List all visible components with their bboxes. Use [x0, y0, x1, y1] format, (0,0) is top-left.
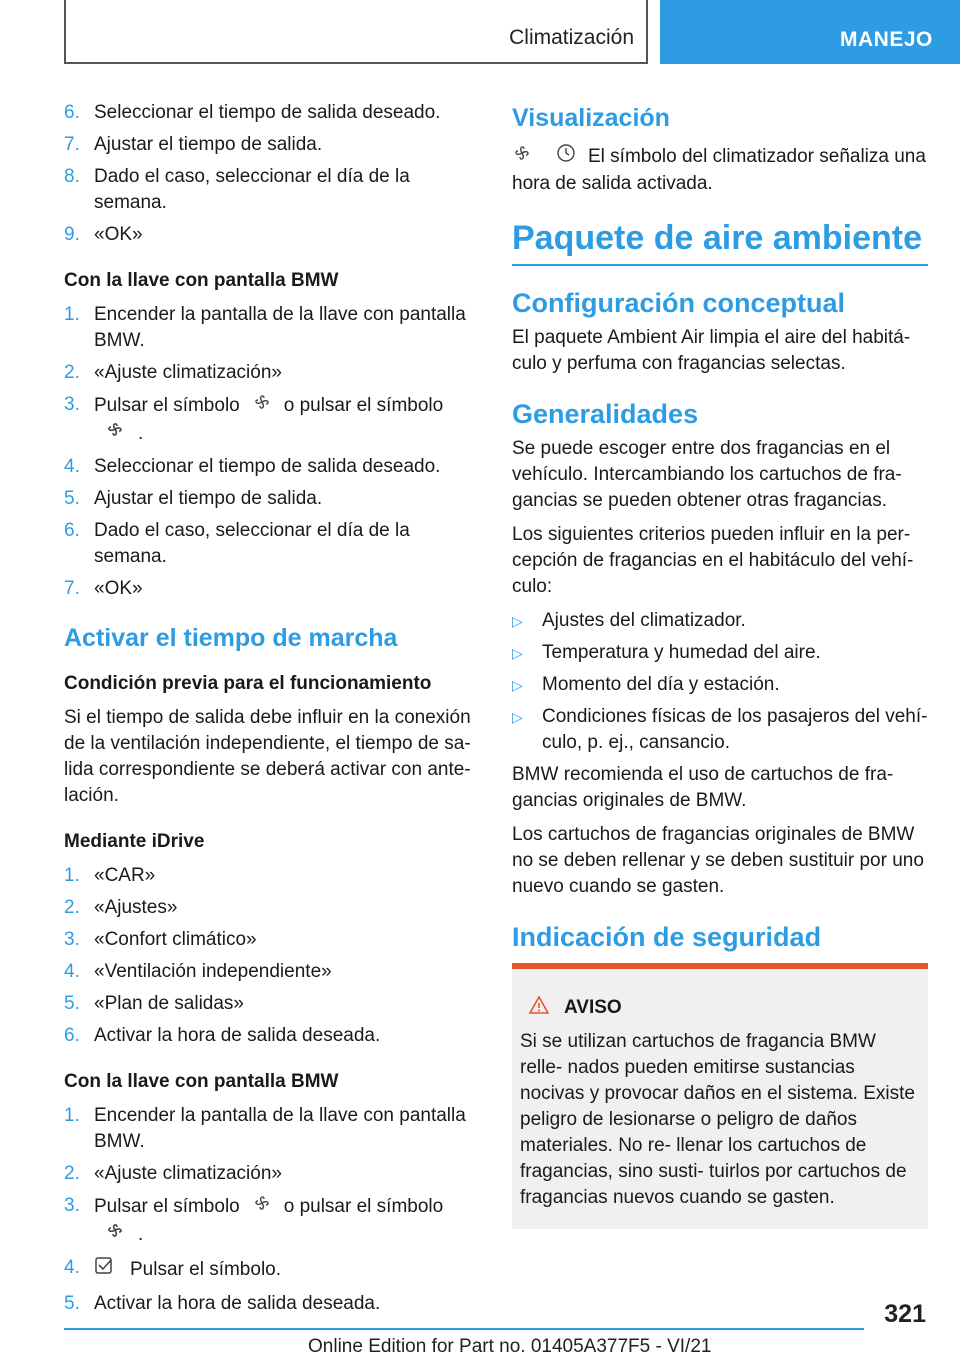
triangle-bullet-icon: ▷ [512, 613, 523, 629]
list-item: 4. Pulsar el símbolo. [64, 1255, 480, 1285]
list-item: 1. Encender la pantalla de la llave con pantalla BMW. [64, 304, 466, 351]
list-item: 8. Dado el caso, seleccionar el día de la semana. [64, 166, 410, 213]
section-heading: Activar el tiempo de marcha [64, 624, 398, 652]
key-display-heading: Con la llave con pantalla BMW [64, 1071, 339, 1092]
concept-text: El paquete Ambient Air limpia el aire del habitá‐ culo y perfuma con fragancias selectas. [512, 327, 911, 374]
header-frame [64, 0, 648, 64]
general-heading: Generalidades [512, 399, 699, 429]
warning-box [512, 963, 928, 1229]
list-item: 2. «Ajustes» [64, 897, 178, 918]
warning-title: AVISO [520, 995, 920, 1021]
triangle-bullet-icon: ▷ [512, 709, 523, 725]
list-item: 2. «Ajuste climatización» [64, 1163, 282, 1184]
header-chapter-tab[interactable]: MANEJO [660, 0, 960, 64]
fan-icon [252, 392, 272, 420]
left-column [64, 100, 480, 1323]
list-item: 1. «CAR» [64, 865, 156, 886]
list-item: ▷ Momento del día y estación. [512, 672, 928, 698]
list-item: ▷ Condiciones físicas de los pasajeros del vehí‐ culo, p. ej., cansancio. [512, 706, 928, 753]
list-item: 6. Dado el caso, seleccionar el día de la semana. [64, 520, 410, 567]
warning-text: Si se utilizan cartuchos de fragancia BMW relle‐ nados pueden emitirse sustancias nocivas y provocar daños en el sistema. Existe peligro de lesionarse o peligro de daños materiales. No re‐ llenar los cartuchos de fragancias, sino susti‐ tuirlos por cartuchos de fragancias nuevos cuando se gasten. [520, 1031, 915, 1208]
right-column [512, 100, 928, 1229]
list-item: 6. Seleccionar el tiempo de salida deseado. [64, 102, 441, 123]
fan-icon [252, 1193, 272, 1221]
triangle-bullet-icon: ▷ [512, 677, 523, 693]
key-display-heading: Con la llave con pantalla BMW [64, 270, 339, 291]
general-paragraph: Se puede escoger entre dos fragancias en el vehículo. Intercambiando los cartuchos de fra‐ gancias se pueden obtener otras fragancias. [512, 438, 902, 511]
list-item: 6. Activar la hora de salida deseada. [64, 1025, 381, 1046]
condition-text: Si el tiempo de salida debe influir en la conexión de la ventilación independiente, el tiempo de sa‐ lida correspondiente se deberá activar con ante‐ lación. [64, 707, 471, 806]
fan-clock-icon [106, 1221, 126, 1249]
warning-triangle-icon [528, 995, 550, 1021]
concept-heading: Configuración conceptual [512, 288, 846, 318]
visualization-text: El símbolo del climatizador señaliza una hora de salida activada. [512, 143, 928, 197]
fan-clock-icon [106, 420, 126, 448]
condition-heading: Condición previa para el funcionamiento [64, 673, 432, 694]
visualization-heading: Visualización [512, 104, 670, 132]
list-item: 5. Activar la hora de salida deseada. [64, 1293, 381, 1314]
fan-icon [512, 143, 532, 171]
list-item: 3. «Confort climático» [64, 929, 257, 950]
general-paragraph: Los siguientes criterios pueden influir en la per‐ cepción de fragancias en el habitáculo del vehí‐ culo: [512, 524, 914, 597]
footer-edition: Online Edition for Part no. 01405A377F5 - VI/21 [308, 1336, 712, 1357]
checkbox-clock-icon [94, 1255, 118, 1285]
list-item: 3. Pulsar el símbolo o pulsar el símbolo. [64, 1193, 480, 1249]
list-item: 4. Seleccionar el tiempo de salida deseado. [64, 456, 441, 477]
clock-icon [556, 143, 576, 171]
list-item: 7. Ajustar el tiempo de salida. [64, 134, 323, 155]
list-item: ▷ Temperatura y humedad del aire. [512, 640, 928, 666]
idrive-heading: Mediante iDrive [64, 831, 205, 852]
page-title: Paquete de aire ambiente [512, 219, 928, 266]
page-number: 321 [884, 1300, 926, 1328]
footer-divider [64, 1328, 864, 1330]
list-item: 5. «Plan de salidas» [64, 993, 244, 1014]
header-section-title: Climatización [509, 26, 634, 49]
list-item: 4. «Ventilación independiente» [64, 961, 332, 982]
list-item: ▷ Ajustes del climatizador. [512, 608, 928, 634]
list-item: 7. «OK» [64, 578, 143, 599]
list-item: 5. Ajustar el tiempo de salida. [64, 488, 323, 509]
list-item: 1. Encender la pantalla de la llave con pantalla BMW. [64, 1105, 466, 1152]
list-item: 2. «Ajuste climatización» [64, 362, 282, 383]
general-paragraph: Los cartuchos de fragancias originales de BMW no se deben rellenar y se deben sustituir por uno nuevo cuando se gasten. [512, 824, 924, 897]
list-item: 9. «OK» [64, 224, 143, 245]
triangle-bullet-icon: ▷ [512, 645, 523, 661]
list-item: 3. Pulsar el símbolo o pulsar el símbolo. [64, 392, 480, 448]
safety-heading: Indicación de seguridad [512, 922, 822, 952]
general-paragraph: BMW recomienda el uso de cartuchos de fra‐ gancias originales de BMW. [512, 764, 894, 811]
